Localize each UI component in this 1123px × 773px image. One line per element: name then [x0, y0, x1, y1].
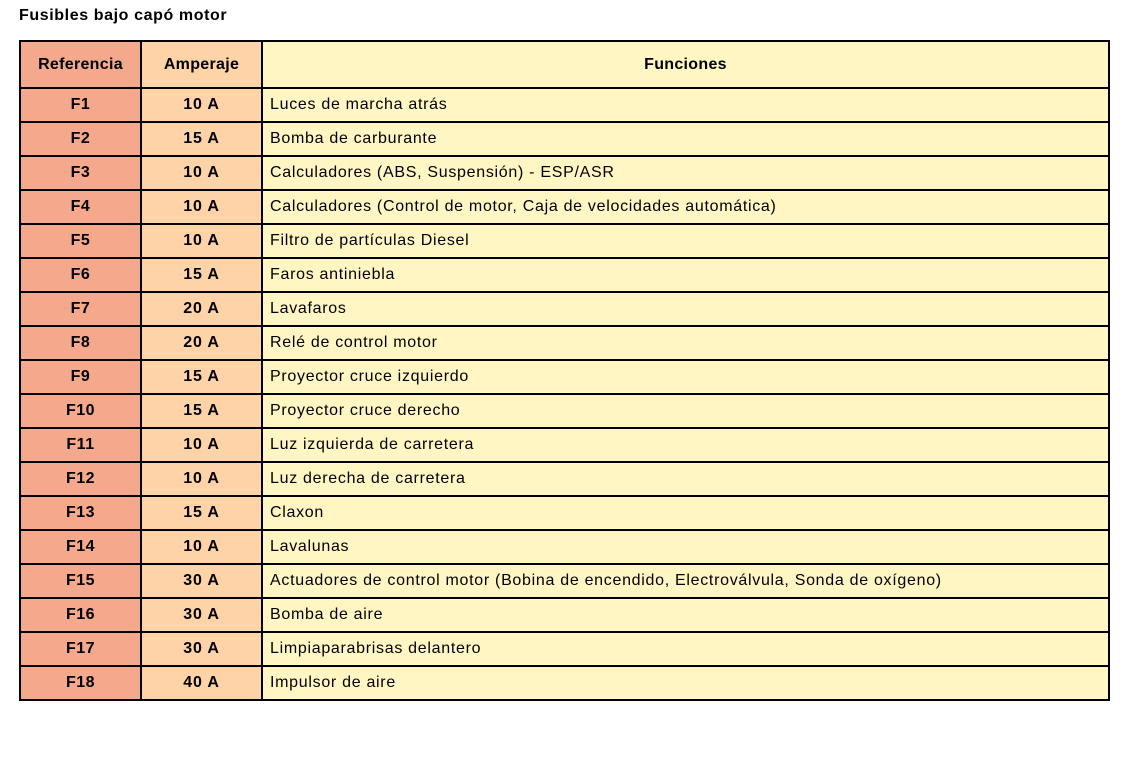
fuse-function: Limpiaparabrisas delantero — [262, 632, 1109, 666]
fuse-function: Actuadores de control motor (Bobina de encendido, Electroválvula, Sonda de oxígeno) — [262, 564, 1109, 598]
table-row — [20, 530, 1109, 564]
fuse-reference: F6 — [20, 258, 141, 292]
fuse-reference: F18 — [20, 666, 141, 700]
table-row — [20, 292, 1109, 326]
header-amperaje: Amperaje — [141, 41, 262, 88]
fuse-amperage: 10 A — [141, 190, 262, 224]
fuse-reference: F11 — [20, 428, 141, 462]
fuse-amperage: 40 A — [141, 666, 262, 700]
table-row — [20, 564, 1109, 598]
fuse-reference: F13 — [20, 496, 141, 530]
fuse-function: Bomba de aire — [262, 598, 1109, 632]
table-row — [20, 190, 1109, 224]
fuse-reference: F8 — [20, 326, 141, 360]
table-row — [20, 156, 1109, 190]
fuse-amperage: 15 A — [141, 360, 262, 394]
table-row — [20, 632, 1109, 666]
header-funciones: Funciones — [262, 41, 1109, 88]
table-header — [20, 41, 1109, 88]
page-title: Fusibles bajo capó motor — [19, 7, 228, 24]
fuse-reference: F17 — [20, 632, 141, 666]
fuse-reference: F4 — [20, 190, 141, 224]
table-body — [20, 88, 1109, 700]
fuse-amperage: 10 A — [141, 88, 262, 122]
fuse-reference: F16 — [20, 598, 141, 632]
fuse-amperage: 15 A — [141, 122, 262, 156]
fuse-amperage: 15 A — [141, 496, 262, 530]
fuse-amperage: 10 A — [141, 530, 262, 564]
fuse-function: Impulsor de aire — [262, 666, 1109, 700]
fuse-reference: F1 — [20, 88, 141, 122]
fuse-function: Lavalunas — [262, 530, 1109, 564]
table-row — [20, 462, 1109, 496]
fuse-reference: F3 — [20, 156, 141, 190]
table-row — [20, 598, 1109, 632]
fuse-function: Claxon — [262, 496, 1109, 530]
table-row — [20, 666, 1109, 700]
fuse-reference: F15 — [20, 564, 141, 598]
fuse-reference: F12 — [20, 462, 141, 496]
fuse-amperage: 10 A — [141, 428, 262, 462]
fuse-amperage: 10 A — [141, 462, 262, 496]
fuse-amperage: 10 A — [141, 156, 262, 190]
fuse-reference: F5 — [20, 224, 141, 258]
fuse-amperage: 15 A — [141, 394, 262, 428]
fuse-function: Filtro de partículas Diesel — [262, 224, 1109, 258]
table-row — [20, 258, 1109, 292]
fuse-amperage: 20 A — [141, 292, 262, 326]
fuse-amperage: 20 A — [141, 326, 262, 360]
fuse-function: Lavafaros — [262, 292, 1109, 326]
table-row — [20, 394, 1109, 428]
fuse-reference: F7 — [20, 292, 141, 326]
fuse-function: Proyector cruce izquierdo — [262, 360, 1109, 394]
fuse-amperage: 30 A — [141, 632, 262, 666]
fuse-table — [19, 40, 1110, 701]
fuse-amperage: 10 A — [141, 224, 262, 258]
fuse-reference: F10 — [20, 394, 141, 428]
fuse-function: Faros antiniebla — [262, 258, 1109, 292]
fuse-function: Luz izquierda de carretera — [262, 428, 1109, 462]
fuse-function: Proyector cruce derecho — [262, 394, 1109, 428]
table-row — [20, 224, 1109, 258]
fuse-amperage: 15 A — [141, 258, 262, 292]
header-referencia: Referencia — [20, 41, 141, 88]
fuse-function: Calculadores (ABS, Suspensión) - ESP/ASR — [262, 156, 1109, 190]
table-row — [20, 122, 1109, 156]
fuse-function: Relé de control motor — [262, 326, 1109, 360]
fuse-function: Luces de marcha atrás — [262, 88, 1109, 122]
table-row — [20, 428, 1109, 462]
fuse-reference: F9 — [20, 360, 141, 394]
table-row — [20, 360, 1109, 394]
table-row — [20, 88, 1109, 122]
fuse-reference: F2 — [20, 122, 141, 156]
fuse-reference: F14 — [20, 530, 141, 564]
fuse-amperage: 30 A — [141, 598, 262, 632]
table-row — [20, 496, 1109, 530]
table-row — [20, 326, 1109, 360]
header-row — [20, 41, 1109, 88]
fuse-function: Calculadores (Control de motor, Caja de velocidades automática) — [262, 190, 1109, 224]
fuse-function: Bomba de carburante — [262, 122, 1109, 156]
fuse-function: Luz derecha de carretera — [262, 462, 1109, 496]
fuse-amperage: 30 A — [141, 564, 262, 598]
